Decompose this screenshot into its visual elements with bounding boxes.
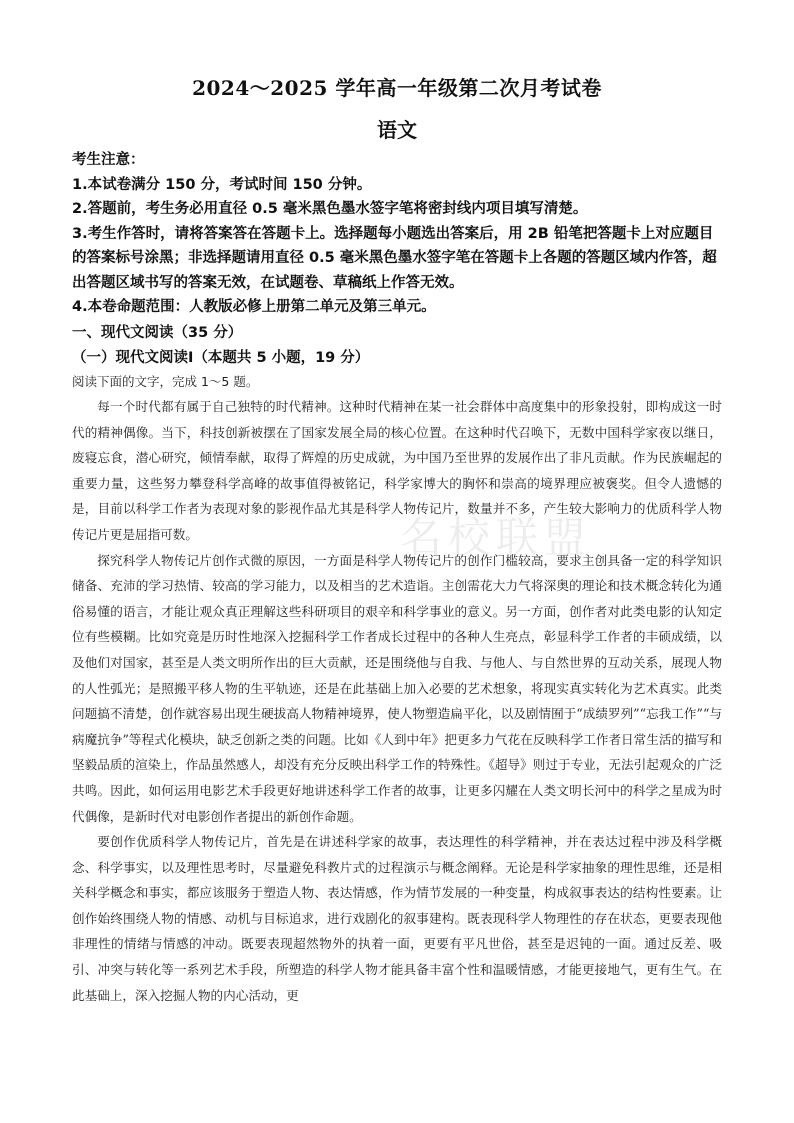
passage-paragraph: 要创作优质科学人物传记片，首先是在讲述科学家的故事，表达理性的科学精神，并在表达过程中涉及科学概念、科学事实，以及理性思考时，尽量避免科教片式的过程演示与概念阐释。无论是科学家抽象的理性思维，还是相关科学概念和事实，都应该服务于塑造人物、表达情感，作为情节发展的一种变量，构成叙事表达的结构性要素。让创作始终围绕人物的情感、动机与目标追求，进行戏剧化的叙事建构。既表现科学人物理性的存在状态，更要表现他非理性的情绪与情感的冲动。既要表现超然物外的执着一面，更要有平凡世俗，甚至是迟钝的一面。通过反差、吸引、冲突与转化等一系列艺术手段，所塑造的科学人物才能具备丰富个性和温暖情感，才能更接地气，更有生气。在此基础上，深入挖掘人物的内心活动，更 <box>72 834 722 1003</box>
exam-title: 2024～2025 学年高一年级第二次月考试卷 <box>192 76 602 100</box>
passage-paragraph: 探究科学人物传记片创作式微的原因，一方面是科学人物传记片的创作门槛较高，要求主创具备一定的科学知识储备、充沛的学习热情、较高的学习能力，以及相当的艺术造诣。主创需花大力气将深奥的理论和技术概念转化为通俗易懂的语言，才能让观众真正理解这些科研项目的艰辛和科学事业的意义。另一方面，创作者对此类电影的认知定位有些模糊。比如究竟是历时性地深入挖掘科学工作者成长过程中的各种人生亮点，彰显科学工作者的丰硕成绩，以及他们对国家，甚至是人类文明所作出的巨大贡献，还是围绕他与自我、与他人、与自然世界的互动关系，展现人物的人性弧光；是照搬平移人物的生平轨迹，还是在此基础上加入必要的艺术想象，将现实真实转化为艺术真实。此类问题搞不清楚，创作就容易出现生硬拔高人物精神境界，使人物塑造扁平化，以及剧情囿于“成绩罗列”“忘我工作”“与病魔抗争”等程式化模块，缺乏创新之类的问题。比如《人到中年》把更多力气花在反映科学工作者日常生活的描写和坚毅品质的渲染上，作品虽然感人，却没有充分反映出科学工作的特殊性。《超导》则过于专业，无法引起观众的广泛共鸣。因此，如何运用电影艺术手段更好地讲述科学工作者的故事，让更多闪耀在人类文明长河中的科学之星成为时代偶像，是新时代对电影创作者提出的新创作命题。 <box>72 552 722 824</box>
exam-subject: 语文 <box>377 118 417 142</box>
note-item: 3.考生作答时，请将答案答在答题卡上。选择题每小题选出答案后，用 2B 铅笔把答题卡上对应题目的答案标号涂黑；非选择题请用直径 0.5 毫米黑色墨水签字笔在答题卡上各题的答题区域内作答，超出答题区域书写的答案无效，在试题卷、草稿纸上作答无效。 <box>72 225 717 291</box>
notes-heading: 考生注意： <box>72 152 145 168</box>
passage-paragraph: 每一个时代都有属于自己独特的时代精神。这种时代精神在某一社会群体中高度集中的形象投射，即构成这一时代的精神偶像。当下，科技创新被摆在了国家发展全局的核心位置。在这种时代召唤下，无数中国科学家夜以继日，废寝忘食，潜心研究，倾情奉献，取得了辉煌的历史成就，为中国乃至世界的发展作出了非凡贡献。作为民族崛起的重要力量，这些努力攀登科学高峰的故事值得被铭记，科学家博大的胸怀和崇高的境界理应被褒奖。但令人遗憾的是，目前以科学工作者为表现对象的影视作品尤其是科学人物传记片，数量并不多，产生较大影响力的优质科学人物传记片更是屈指可数。 <box>72 399 722 542</box>
watermark-text: 名校联盟 <box>400 513 593 562</box>
note-item: 1.本试卷满分 150 分，考试时间 150 分钟。 <box>72 176 372 193</box>
section-title: 一、现代文阅读（35 分） <box>72 325 243 341</box>
reading-passage <box>72 394 722 1008</box>
candidate-notes <box>72 148 724 320</box>
subsection-title: （一）现代文阅读Ⅰ（本题共 5 小题，19 分） <box>72 350 370 366</box>
note-item: 2.答题前，考生务必用直径 0.5 毫米黑色墨水签字笔将密封线内项目填写清楚。 <box>72 201 588 217</box>
note-item: 4.本卷命题范围：人教版必修上册第二单元及第三单元。 <box>72 299 436 315</box>
reading-instruction: 阅读下面的文字，完成 1～5 题。 <box>72 374 259 389</box>
